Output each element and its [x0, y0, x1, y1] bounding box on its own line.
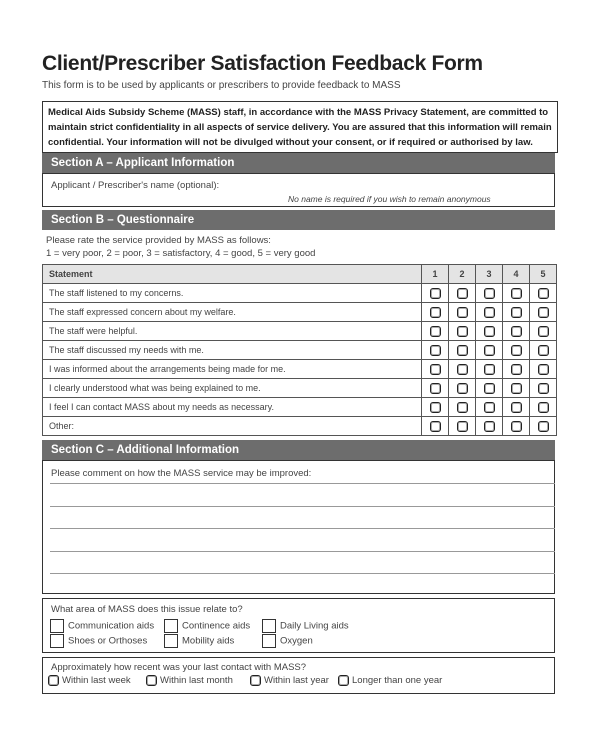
rating-header: 5 [530, 265, 557, 284]
recent-option[interactable] [146, 675, 233, 686]
rating-cell [449, 341, 476, 360]
area-option[interactable] [164, 634, 234, 648]
rating-radio[interactable] [538, 402, 549, 413]
rating-radio[interactable] [538, 383, 549, 394]
rating-cell [476, 360, 503, 379]
rating-radio[interactable] [511, 364, 522, 375]
rating-radio[interactable] [430, 364, 441, 375]
rating-cell [422, 284, 449, 303]
rating-radio[interactable] [457, 326, 468, 337]
area-option[interactable] [50, 619, 154, 633]
rating-radio[interactable] [511, 307, 522, 318]
rating-cell [476, 379, 503, 398]
rating-cell [530, 398, 557, 417]
rating-radio[interactable] [457, 421, 468, 432]
rating-cell [422, 341, 449, 360]
rating-radio[interactable] [484, 421, 495, 432]
comment-line [50, 573, 555, 574]
rating-cell [503, 284, 530, 303]
recent-option[interactable] [338, 675, 442, 686]
rating-cell [530, 417, 557, 436]
radio[interactable] [48, 675, 59, 686]
rating-radio[interactable] [484, 326, 495, 337]
rating-cell [449, 303, 476, 322]
rating-cell [503, 379, 530, 398]
table-row [43, 379, 557, 398]
rating-cell [530, 379, 557, 398]
area-option[interactable] [50, 634, 147, 648]
rating-radio[interactable] [511, 326, 522, 337]
rating-radio[interactable] [511, 288, 522, 299]
recent-option[interactable] [48, 675, 131, 686]
rating-radio[interactable] [484, 364, 495, 375]
rating-header: 2 [449, 265, 476, 284]
rating-radio[interactable] [430, 307, 441, 318]
table-row [43, 284, 557, 303]
recent-option[interactable] [250, 675, 329, 686]
rating-cell [422, 360, 449, 379]
rating-cell [476, 341, 503, 360]
rating-cell [449, 417, 476, 436]
name-field[interactable] [42, 173, 555, 207]
recent-label: Longer than one year [352, 675, 443, 687]
rating-radio[interactable] [457, 383, 468, 394]
radio[interactable] [146, 675, 157, 686]
rating-cell [530, 303, 557, 322]
rating-cell [530, 322, 557, 341]
name-label: Applicant / Prescriber's name (optional): [51, 180, 220, 191]
rating-cell [422, 417, 449, 436]
table-row [43, 303, 557, 322]
rating-cell [449, 322, 476, 341]
page-title: Client/Prescriber Satisfaction Feedback Form [42, 52, 483, 75]
rating-header: 3 [476, 265, 503, 284]
rating-cell [503, 303, 530, 322]
rating-radio[interactable] [511, 345, 522, 356]
comment-line [50, 506, 555, 507]
table-row [43, 360, 557, 379]
rating-cell [530, 360, 557, 379]
area-option[interactable] [262, 619, 349, 633]
rating-radio[interactable] [538, 326, 549, 337]
rating-cell [476, 417, 503, 436]
area-label: Oxygen [280, 635, 313, 647]
checkbox[interactable] [50, 619, 64, 633]
table-row [43, 417, 557, 436]
area-label: Shoes or Orthoses [68, 635, 148, 647]
statement: The staff were helpful. [43, 322, 422, 341]
rating-radio[interactable] [511, 402, 522, 413]
rating-radio[interactable] [484, 383, 495, 394]
rating-radio[interactable] [484, 402, 495, 413]
section-b-header: Section B – Questionnaire [42, 210, 555, 230]
comment-line [50, 551, 555, 552]
checkbox[interactable] [164, 619, 178, 633]
rating-radio[interactable] [484, 345, 495, 356]
rating-cell [476, 284, 503, 303]
comment-line [50, 528, 555, 529]
privacy-notice: Medical Aids Subsidy Scheme (MASS) staff, in accordance with the MASS Privacy Statement, are committed to maintain strict confidentiality in all aspects of service delivery. You are assured that this information will remain confidential. Your information will not be divulged without your consent, or if required or authorised by law. [42, 101, 558, 153]
radio[interactable] [338, 675, 349, 686]
table-row [43, 341, 557, 360]
rating-cell [503, 398, 530, 417]
rating-radio[interactable] [430, 288, 441, 299]
rating-cell [503, 417, 530, 436]
section-c-header: Section C – Additional Information [42, 440, 555, 460]
questionnaire-table [42, 264, 557, 436]
checkbox[interactable] [262, 634, 276, 648]
statement: Other: [43, 417, 422, 436]
statement: The staff discussed my needs with me. [43, 341, 422, 360]
rating-radio[interactable] [538, 364, 549, 375]
rating-scale: 1 = very poor, 2 = poor, 3 = satisfactory, 4 = good, 5 = very good [46, 248, 316, 259]
rating-cell [530, 284, 557, 303]
table-row [43, 322, 557, 341]
name-hint: No name is required if you wish to remain anonymous [288, 194, 491, 204]
rating-cell [476, 303, 503, 322]
area-label: Continence aids [182, 620, 251, 632]
rating-cell [503, 360, 530, 379]
checkbox[interactable] [50, 634, 64, 648]
rating-radio[interactable] [430, 383, 441, 394]
area-option[interactable] [262, 634, 313, 648]
rating-radio[interactable] [538, 345, 549, 356]
rating-cell [449, 360, 476, 379]
rating-cell [503, 341, 530, 360]
recent-label: Within last year [264, 675, 329, 687]
rating-cell [422, 303, 449, 322]
rating-radio[interactable] [484, 288, 495, 299]
rating-radio[interactable] [457, 307, 468, 318]
checkbox[interactable] [262, 619, 276, 633]
area-label: Mobility aids [182, 635, 235, 647]
statement: I was informed about the arrangements being made for me. [43, 360, 422, 379]
statement: The staff expressed concern about my welfare. [43, 303, 422, 322]
rating-radio[interactable] [538, 288, 549, 299]
rating-cell [503, 322, 530, 341]
rating-header: 1 [422, 265, 449, 284]
rating-radio[interactable] [538, 421, 549, 432]
rating-cell [476, 398, 503, 417]
rating-radio[interactable] [457, 345, 468, 356]
subtitle: This form is to be used by applicants or prescribers to provide feedback to MASS [42, 80, 401, 91]
rating-radio[interactable] [430, 421, 441, 432]
rating-radio[interactable] [430, 345, 441, 356]
recent-label: Within last month [160, 675, 233, 687]
statement: I clearly understood what was being explained to me. [43, 379, 422, 398]
comment-line [50, 483, 555, 484]
section-a-header: Section A – Applicant Information [42, 153, 555, 173]
area-label: Communication aids [68, 620, 155, 632]
statement-header: Statement [43, 265, 422, 284]
rating-cell [476, 322, 503, 341]
statement: The staff listened to my concerns. [43, 284, 422, 303]
rating-radio[interactable] [430, 402, 441, 413]
rating-header: 4 [503, 265, 530, 284]
rating-radio[interactable] [538, 307, 549, 318]
rating-radio[interactable] [457, 288, 468, 299]
rating-radio[interactable] [457, 364, 468, 375]
rating-cell [422, 379, 449, 398]
area-option[interactable] [164, 619, 250, 633]
comment-label: Please comment on how the MASS service may be improved: [51, 468, 312, 479]
area-question: What area of MASS does this issue relate to? [51, 604, 243, 615]
rating-radio[interactable] [511, 383, 522, 394]
rating-instructions: Please rate the service provided by MASS as follows: [46, 235, 271, 246]
rating-cell [422, 322, 449, 341]
rating-cell [449, 379, 476, 398]
recent-question: Approximately how recent was your last contact with MASS? [51, 662, 307, 673]
rating-cell [530, 341, 557, 360]
rating-cell [449, 284, 476, 303]
checkbox[interactable] [164, 634, 178, 648]
rating-radio[interactable] [484, 307, 495, 318]
statement: I feel I can contact MASS about my needs as necessary. [43, 398, 422, 417]
rating-cell [449, 398, 476, 417]
radio[interactable] [250, 675, 261, 686]
recent-label: Within last week [62, 675, 131, 687]
rating-radio[interactable] [430, 326, 441, 337]
table-row [43, 398, 557, 417]
area-label: Daily Living aids [280, 620, 349, 632]
rating-radio[interactable] [511, 421, 522, 432]
rating-cell [422, 398, 449, 417]
rating-radio[interactable] [457, 402, 468, 413]
